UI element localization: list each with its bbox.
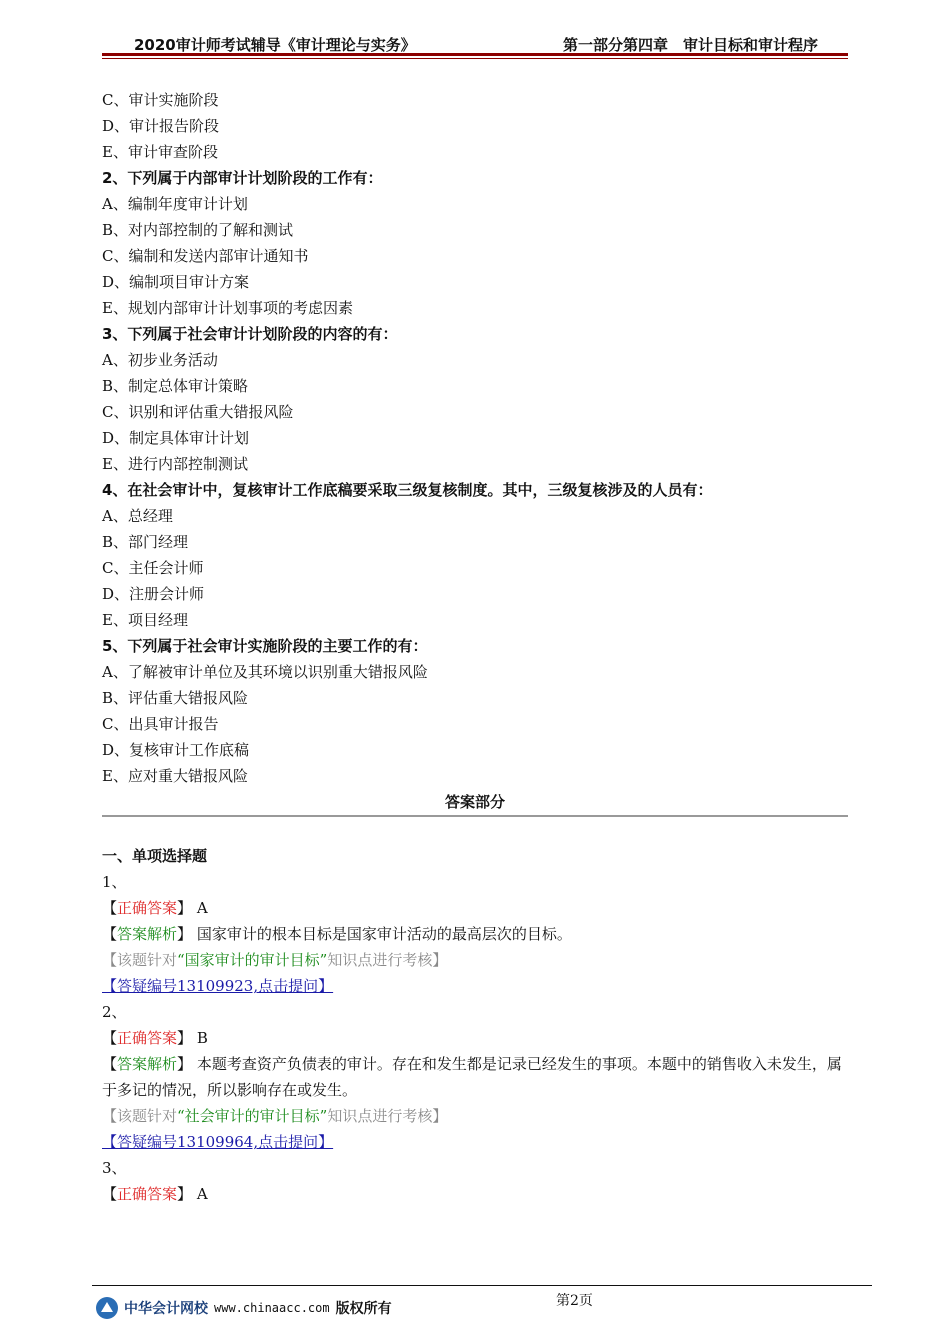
analysis-text: 本题考查资产负债表的审计。存在和发生都是记录已经发生的事项。本题中的销售收入未发生，属于多记的情况，所以影响存在或发生。	[102, 1055, 842, 1099]
option-line: E、项目经理	[102, 611, 188, 629]
option-line: E、应对重大错报风险	[102, 767, 248, 785]
page-footer	[96, 1295, 392, 1321]
ask-question-link[interactable]: 【答疑编号13109923,点击提问】	[102, 977, 334, 995]
option-line: B、评估重大错报风险	[102, 689, 249, 707]
question-stem: 4、在社会审计中，复核审计工作底稿要采取三级复核制度。其中，三级复核涉及的人员有：	[102, 481, 713, 499]
option-line: C、出具审计报告	[102, 715, 219, 733]
knowledge-point-name: “国家审计的审计目标”	[177, 951, 328, 969]
option-line: A、了解被审计单位及其环境以识别重大错报风险	[102, 663, 428, 681]
option-line: C、编制和发送内部审计通知书	[102, 247, 309, 265]
option-line: E、规划内部审计计划事项的考虑因素	[102, 299, 353, 317]
option-line: A、编制年度审计计划	[102, 195, 248, 213]
answer-number: 2、	[102, 1003, 127, 1021]
correct-answer-row: 【正确答案】 A	[102, 1185, 208, 1203]
correct-answer-value: A	[192, 899, 208, 917]
document-body	[102, 87, 848, 1207]
correct-answer-row: 【正确答案】 A	[102, 899, 208, 917]
knowledge-point-row: 【该题针对“国家审计的审计目标”知识点进行考核】	[102, 951, 448, 969]
option-line: D、制定具体审计计划	[102, 429, 250, 447]
correct-answer-value: B	[192, 1029, 208, 1047]
question-stem: 5、下列属于社会审计实施阶段的主要工作的有：	[102, 637, 428, 655]
copyright-text: 版权所有	[335, 1301, 392, 1317]
option-line: B、对内部控制的了解和测试	[102, 221, 294, 239]
page-header	[102, 32, 848, 54]
analysis-label: 答案解析	[117, 1055, 178, 1073]
website-url[interactable]: www.chinaacc.com	[214, 1301, 330, 1315]
correct-answer-value: A	[192, 1185, 208, 1203]
option-line: E、审计审查阶段	[102, 143, 218, 161]
analysis-row: 【答案解析】 国家审计的根本目标是国家审计活动的最高层次的目标。	[102, 925, 572, 943]
header-rule	[102, 53, 848, 56]
question-stem: 3、下列属于社会审计计划阶段的内容的有：	[102, 325, 398, 343]
answer-number: 1、	[102, 873, 127, 891]
option-line: D、注册会计师	[102, 585, 205, 603]
header-title-left: 2020审计师考试辅导《审计理论与实务》	[134, 36, 416, 54]
analysis-label: 答案解析	[117, 925, 178, 943]
section-heading: 一、单项选择题	[102, 847, 208, 865]
option-line: E、进行内部控制测试	[102, 455, 248, 473]
answer-number: 3、	[102, 1159, 127, 1177]
footer-rule	[92, 1285, 872, 1286]
header-title-right: 第一部分第四章 审计目标和审计程序	[562, 36, 818, 54]
question-stem: 2、下列属于内部审计计划阶段的工作有：	[102, 169, 383, 187]
correct-answer-row: 【正确答案】 B	[102, 1029, 208, 1047]
option-line: B、制定总体审计策略	[102, 377, 249, 395]
answers-rule	[102, 815, 848, 817]
logo-icon	[96, 1297, 118, 1319]
analysis-text: 国家审计的根本目标是国家审计活动的最高层次的目标。	[192, 925, 572, 943]
knowledge-point-name: “社会审计的审计目标”	[177, 1107, 328, 1125]
option-line: C、主任会计师	[102, 559, 204, 577]
option-line: A、总经理	[102, 507, 173, 525]
brand-name: 中华会计网校	[124, 1301, 208, 1317]
correct-answer-label: 正确答案	[117, 1185, 178, 1203]
correct-answer-label: 正确答案	[117, 1029, 178, 1047]
option-line: D、审计报告阶段	[102, 117, 220, 135]
knowledge-point-row: 【该题针对“社会审计的审计目标”知识点进行考核】	[102, 1107, 448, 1125]
option-line: A、初步业务活动	[102, 351, 218, 369]
option-line: B、部门经理	[102, 533, 189, 551]
option-line: D、编制项目审计方案	[102, 273, 250, 291]
analysis-row: 【答案解析】 本题考查资产负债表的审计。存在和发生都是记录已经发生的事项。本题中的销售收入未发生，属于多记的情况，所以影响存在或发生。	[102, 1055, 842, 1099]
correct-answer-label: 正确答案	[117, 899, 178, 917]
option-line: C、审计实施阶段	[102, 91, 219, 109]
ask-question-link[interactable]: 【答疑编号13109964,点击提问】	[102, 1133, 334, 1151]
option-line: C、识别和评估重大错报风险	[102, 403, 294, 421]
page-number: 第2页	[556, 1293, 593, 1309]
header-rule-thin	[102, 58, 848, 59]
option-line: D、复核审计工作底稿	[102, 741, 250, 759]
answers-title: 答案部分	[444, 793, 505, 811]
